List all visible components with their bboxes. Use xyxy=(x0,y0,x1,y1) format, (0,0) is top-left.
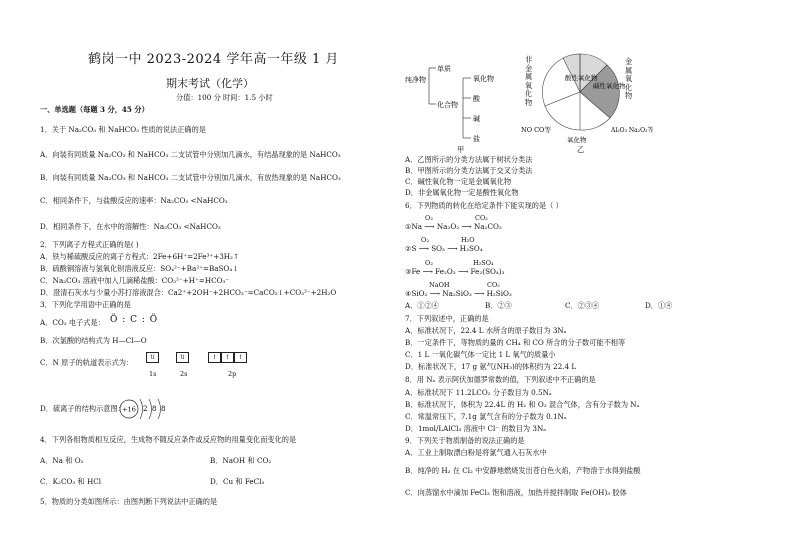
q8-option-d: D．1mol/LAlCl₃ 溶液中 Cl⁻ 的数目为 3Nₐ xyxy=(405,424,547,433)
orbital-2s-box: ⇅ xyxy=(176,352,189,363)
orbital-label-2p: 2p xyxy=(228,370,237,378)
q5-stem: 5．物质的分类如图所示：由图判断下列说法中正确的是 xyxy=(40,497,218,506)
q6-option-d: D．①④ xyxy=(645,301,673,310)
q5-option-d: D．非金属氧化物一定是酸性氧化物 xyxy=(405,188,519,197)
q8-option-b: B．标准状况下，体积为 22.4L 的 H₂ 和 O₂ 混合气体，含有分子数为 Nₐ xyxy=(405,400,640,409)
q6-route-4: ④SiO₂ ⟶ Na₂SiO₃ ⟶ H₂SiO₃ xyxy=(405,289,512,298)
q9-option-a: A．工业上制取漂白粉是将氯气通入石灰水中 xyxy=(405,448,547,457)
classification-tree xyxy=(403,58,513,158)
q6-route-1: ①Na ⟶ Na₂O₂ ⟶ Na₂CO₃ xyxy=(405,222,502,231)
exam-title: 鹤岗一中 2023-2024 学年高一年级 1 月 xyxy=(88,52,339,67)
orbital-1s-box: ⇅ xyxy=(146,352,159,363)
q3-stem: 3．下列化学用语中正确的是 xyxy=(40,300,131,309)
q3-option-c: C．N 原子的轨道表示式为： xyxy=(40,358,134,367)
exam-meta: 分值：100 分 时间：1.5 小时 xyxy=(176,93,273,102)
sulfur-shell-2: 8 xyxy=(152,405,157,413)
q3-option-b: B．次氯酸的结构式为 H—Cl—O xyxy=(40,336,147,345)
q5-option-a: A．乙图所示的分类方法属于树状分类法 xyxy=(405,155,533,164)
tree-salt: 盐 xyxy=(473,135,480,143)
q1-option-c: C．相同条件下，与盐酸反应的速率：Na₂CO₃ <NaHCO₃ xyxy=(40,196,228,205)
figure-caption-jia: 甲 xyxy=(457,145,465,154)
q7-stem: 7．下列叙述中，正确的是 xyxy=(405,314,489,323)
q6-option-b: B．②③ xyxy=(485,301,512,310)
q7-option-a: A．标准状况下，22.4 L 水所含的原子数目为 3Nₐ xyxy=(405,326,567,335)
q6-route-2-cond-2: H₂O xyxy=(461,236,475,244)
q8-option-c: C．常温常压下，7.1g 氯气含有的分子数为 0.1Nₐ xyxy=(405,412,567,421)
q4-option-d: D．Cu 和 FeCl₃ xyxy=(210,477,265,486)
q4-option-b: B．NaOH 和 CO₂ xyxy=(210,456,272,465)
q4-option-a: A．Na 和 O₂ xyxy=(40,456,84,465)
q2-option-b: B．硫酸铜溶液与氢氧化钡溶液反应：SO₄²⁻+Ba²⁺=BaSO₄↓ xyxy=(40,264,239,273)
q1-option-a: A．向装有同质量 Na₂CO₃ 和 NaHCO₃ 二支试管中分别加几滴水，有结晶现象的是 NaHCO₃ xyxy=(40,150,341,159)
q6-route-2-cond-1: O₂ xyxy=(421,236,429,244)
q6-route-1-cond-1: O₂ xyxy=(425,214,433,222)
q8-stem: 8．用 Nₐ 表示阿伏加德罗常数的值，下列叙述中不正确的是 xyxy=(405,375,596,384)
orbital-label-1s: 1s xyxy=(149,370,157,378)
section-heading: 一、单选题（每题 3 分，45 分） xyxy=(40,105,149,114)
sulfur-shell-3: 8 xyxy=(161,405,166,413)
q3-option-a: A．CO₂ 电子式是： xyxy=(40,318,105,327)
q1-stem: 1．关于 Na₂CO₃ 和 NaHCO₃ 性质的说法正确的是 xyxy=(40,125,206,134)
q2-option-c: C．Na₂CO₃ 溶液中加入几滴稀盐酸：CO₃²⁻+H⁺=HCO₃⁻ xyxy=(40,276,230,285)
pie-label-metal-oxide: 金属氧化物 xyxy=(625,57,633,100)
pie-label-al2o3: Al₂O₃ Na₂O₂等 xyxy=(611,127,654,134)
pie-label-oxide: 氧化物 xyxy=(567,136,587,144)
co2-electron-formula: Ö : C : Ö xyxy=(110,315,159,325)
q1-option-b: B．向装有同质量 Na₂CO₃ 和 NaHCO₃ 二支试管中分别加几滴水，有放热现象的是 NaHCO₃ xyxy=(40,173,341,182)
q2-option-d: D．澄清石灰水与少量小苏打溶液混合：Ca2⁺+2OH⁻+2HCO₃⁻=CaCO₃↓+CO₃²⁻+2H₂O xyxy=(40,288,337,297)
figure-caption-yi: 乙 xyxy=(577,145,585,154)
pie-label-acidic: 酸性氧化物 xyxy=(565,74,598,82)
tree-level1-compound: 化合物 xyxy=(437,101,458,109)
tree-root: 纯净物 xyxy=(405,76,426,84)
orbital-2p-box-2: ↑ xyxy=(221,352,234,363)
orbital-2p-box-3: ↑ xyxy=(234,352,247,363)
pie-label-no-co: NO CO等 xyxy=(521,126,551,134)
pie-label-basic: 碱性氧化物 xyxy=(593,82,626,90)
q1-option-d: D．相同条件下，在水中的溶解性：Na₂CO₃ <NaHCO₃ xyxy=(40,222,221,231)
q6-route-4-cond-2: CO₂ xyxy=(487,281,500,289)
tree-level1-element: 单质 xyxy=(437,65,451,73)
tree-base: 碱 xyxy=(473,115,480,123)
sulfur-ion-diagram xyxy=(118,394,170,424)
tree-oxide: 氧化物 xyxy=(473,75,494,83)
q2-option-a: A．铁与稀硫酸反应的离子方程式：2Fe+6H⁺=2Fe³⁺+3H₂↑ xyxy=(40,252,239,261)
q7-option-d: D．标准状况下，17 g 氨气(NH₃)的体积约为 22.4 L xyxy=(405,362,577,371)
q6-route-3: ③Fe ⟶ Fe₂O₃ ⟶ Fe₂(SO₄)₃ xyxy=(405,267,505,276)
q4-stem: 4．下列各组物质相互反应，生成物不随反应条件或反应物的用量变化而变化的是 xyxy=(40,435,297,444)
q6-stem: 6．下列物质的转化在给定条件下能实现的是（ ） xyxy=(405,201,563,210)
q9-option-b: B．纯净的 H₂ 在 Cl₂ 中安静地燃烧发出苍白色火焰，产物溶于水得到盐酸 xyxy=(405,466,641,475)
q6-route-2: ②S ⟶ SO₃ ⟶ H₂SO₄ xyxy=(405,244,483,253)
exam-subtitle: 期末考试（化学） xyxy=(166,77,254,90)
sulfur-shell-1: 2 xyxy=(143,405,148,413)
q6-route-3-cond-2: H₂SO₄ xyxy=(473,259,494,267)
q3-option-d: D．硫离子的结构示意图： xyxy=(40,404,125,413)
q4-option-c: C．K₂CO₃ 和 HCl xyxy=(40,477,102,486)
q6-route-3-cond-1: O₂ xyxy=(425,259,433,267)
tree-acid: 酸 xyxy=(473,95,480,103)
q6-option-c: C．②③④ xyxy=(565,301,600,310)
q6-route-4-cond-1: NaOH xyxy=(429,281,450,289)
q7-option-c: C．1 L 一氧化碳气体一定比 1 L 氧气的质量小 xyxy=(405,350,556,359)
sulfur-nucleus-label: +16 xyxy=(122,405,136,414)
q9-option-c: C．向蒸馏水中滴加 FeCl₃ 饱和溶液，加热并搅拌制取 Fe(OH)₃ 胶体 xyxy=(405,488,627,497)
q6-option-a: A．①②④ xyxy=(405,301,439,310)
q2-stem: 2．下列离子方程式正确的是( ) xyxy=(40,240,139,249)
q6-route-1-cond-2: CO₂ xyxy=(475,214,488,222)
q5-option-b: B．甲图所示的分类方法属于交叉分类法 xyxy=(405,166,533,175)
orbital-label-2s: 2s xyxy=(180,370,188,378)
q8-option-a: A．标准状况下 11.2LCO₂ 分子数目为 0.5Nₐ xyxy=(405,388,552,397)
q7-option-b: B．一定条件下，等物质的量的 CH₄ 和 CO 所含的分子数可能不相等 xyxy=(405,338,626,347)
orbital-2p-box-1: ↑ xyxy=(208,352,221,363)
q5-option-c: C．碱性氧化物一定是金属氧化物 xyxy=(405,177,512,186)
pie-label-nonmetal-oxide: 非金属氧化物 xyxy=(525,55,533,107)
q9-stem: 9．下列关于物质制备的说法正确的是 xyxy=(405,436,525,445)
